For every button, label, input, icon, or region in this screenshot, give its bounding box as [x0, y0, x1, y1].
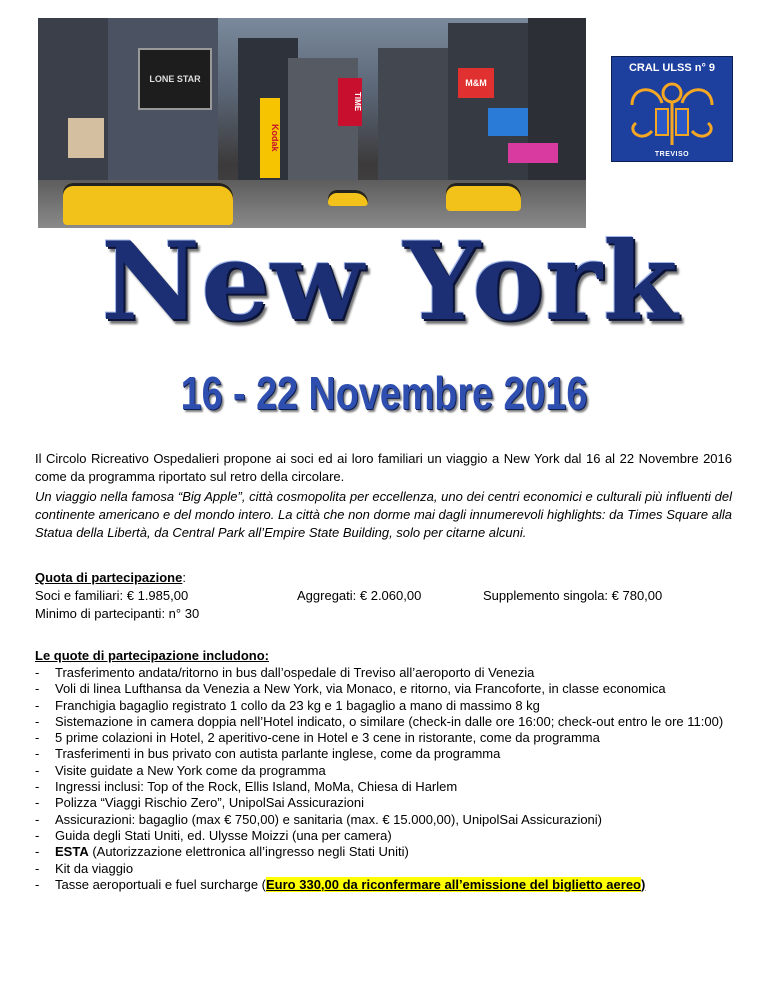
price-aggregati: Aggregati: € 2.060,00 — [297, 588, 422, 603]
list-item-esta — [35, 844, 732, 860]
list-item: - Ingressi inclusi: Top of the Rock, Ellis Island, MoMa, Chiesa di Harlem — [35, 779, 732, 795]
minimum-participants: Minimo di partecipanti: n° 30 — [35, 606, 200, 621]
list-item: - Kit da viaggio — [35, 861, 732, 877]
price-supplemento: Supplemento singola: € 780,00 — [483, 588, 663, 603]
sign-mm: M&M — [458, 68, 494, 98]
list-item: - Voli di linea Lufthansa da Venezia a New York, via Monaco, e ritorno, via Francoforte, in classe economica — [35, 681, 732, 697]
quota-label: Quota di partecipazione — [35, 570, 183, 585]
esta-description: (Autorizzazione elettronica all’ingresso negli Stati Uniti) — [88, 844, 409, 860]
list-item: - Franchigia bagaglio registrato 1 collo da 23 kg e 1 bagaglio a mano di massimo 8 kg — [35, 698, 732, 714]
tasse-suffix: ) — [641, 876, 646, 892]
price-soci: Soci e familiari: € 1.985,00 — [35, 588, 189, 603]
hero-photo — [38, 18, 586, 228]
page-title: New York — [101, 219, 679, 345]
taxi-cab — [328, 190, 368, 206]
sign-lone-star: LONE STAR — [138, 48, 212, 110]
list-item: - Assicurazioni: bagaglio (max € 750,00) e sanitaria (max. € 15.000,00), UnipolSai Assicurazioni) — [35, 812, 732, 828]
sign-time: TIME — [338, 78, 362, 126]
quota-colon: : — [182, 570, 186, 585]
list-item: - Trasferimenti in bus privato con autista parlante inglese, come da programma — [35, 746, 732, 762]
sign-kodak: Kodak — [260, 98, 280, 178]
logo-top-text: CRAL ULSS n° 9 — [628, 62, 716, 74]
intro-paragraph: Il Circolo Ricreativo Ospedalieri propone ai soci ed ai loro familiari un viaggio a New York dal 16 al 22 Novembre 2016 come da programma riportato sul retro della circolare. — [35, 451, 732, 484]
esta-label: ESTA — [55, 844, 89, 860]
list-item: - 5 prime colazioni in Hotel, 2 aperitivo-cene in Hotel e 3 cene in ristorante, come da programma — [35, 730, 732, 746]
list-item: - Polizza “Viaggi Rischio Zero”, UnipolSai Assicurazioni — [35, 795, 732, 811]
trip-dates: 16 - 22 Novembre 2016 — [180, 367, 588, 419]
tasse-prefix: Tasse aeroportuali e fuel surcharge ( — [55, 876, 267, 892]
logo-bottom-text: TREVISO — [654, 151, 690, 158]
includes-heading: Le quote di partecipazione includono: — [35, 648, 270, 663]
caduceus-icon — [622, 75, 722, 147]
list-item: - Trasferimento andata/ritorno in bus dall’ospedale di Treviso all’aeroporto di Venezia — [35, 665, 732, 681]
quota-heading — [35, 569, 186, 587]
includes-list — [35, 665, 732, 893]
list-item: - Sistemazione in camera doppia nell’Hotel indicato, o similare (check-in dalle ore 16:00; check-out entro le ore 11:00) — [35, 714, 732, 730]
tasse-highlight: Euro 330,00 da riconfermare all’emissione del biglietto aereo — [266, 876, 641, 892]
taxi-cab — [446, 183, 521, 211]
cral-logo — [612, 57, 732, 161]
list-item: - Guida degli Stati Uniti, ed. Ulysse Moizzi (una per camera) — [35, 828, 732, 844]
description-paragraph: Un viaggio nella famosa “Big Apple”, città cosmopolita per eccellenza, uno dei centri economici e culturali più influenti del continente americano e del mondo intero. La città che non dorme mai dagli innumerevoli highlights: da Times Square alla Statua della Libertà, da Central Park all’Empire State Building, solo per citarne alcuni. — [35, 489, 732, 540]
list-item: - Visite guidate a New York come da programma — [35, 763, 732, 779]
list-item-tasse — [35, 877, 732, 893]
